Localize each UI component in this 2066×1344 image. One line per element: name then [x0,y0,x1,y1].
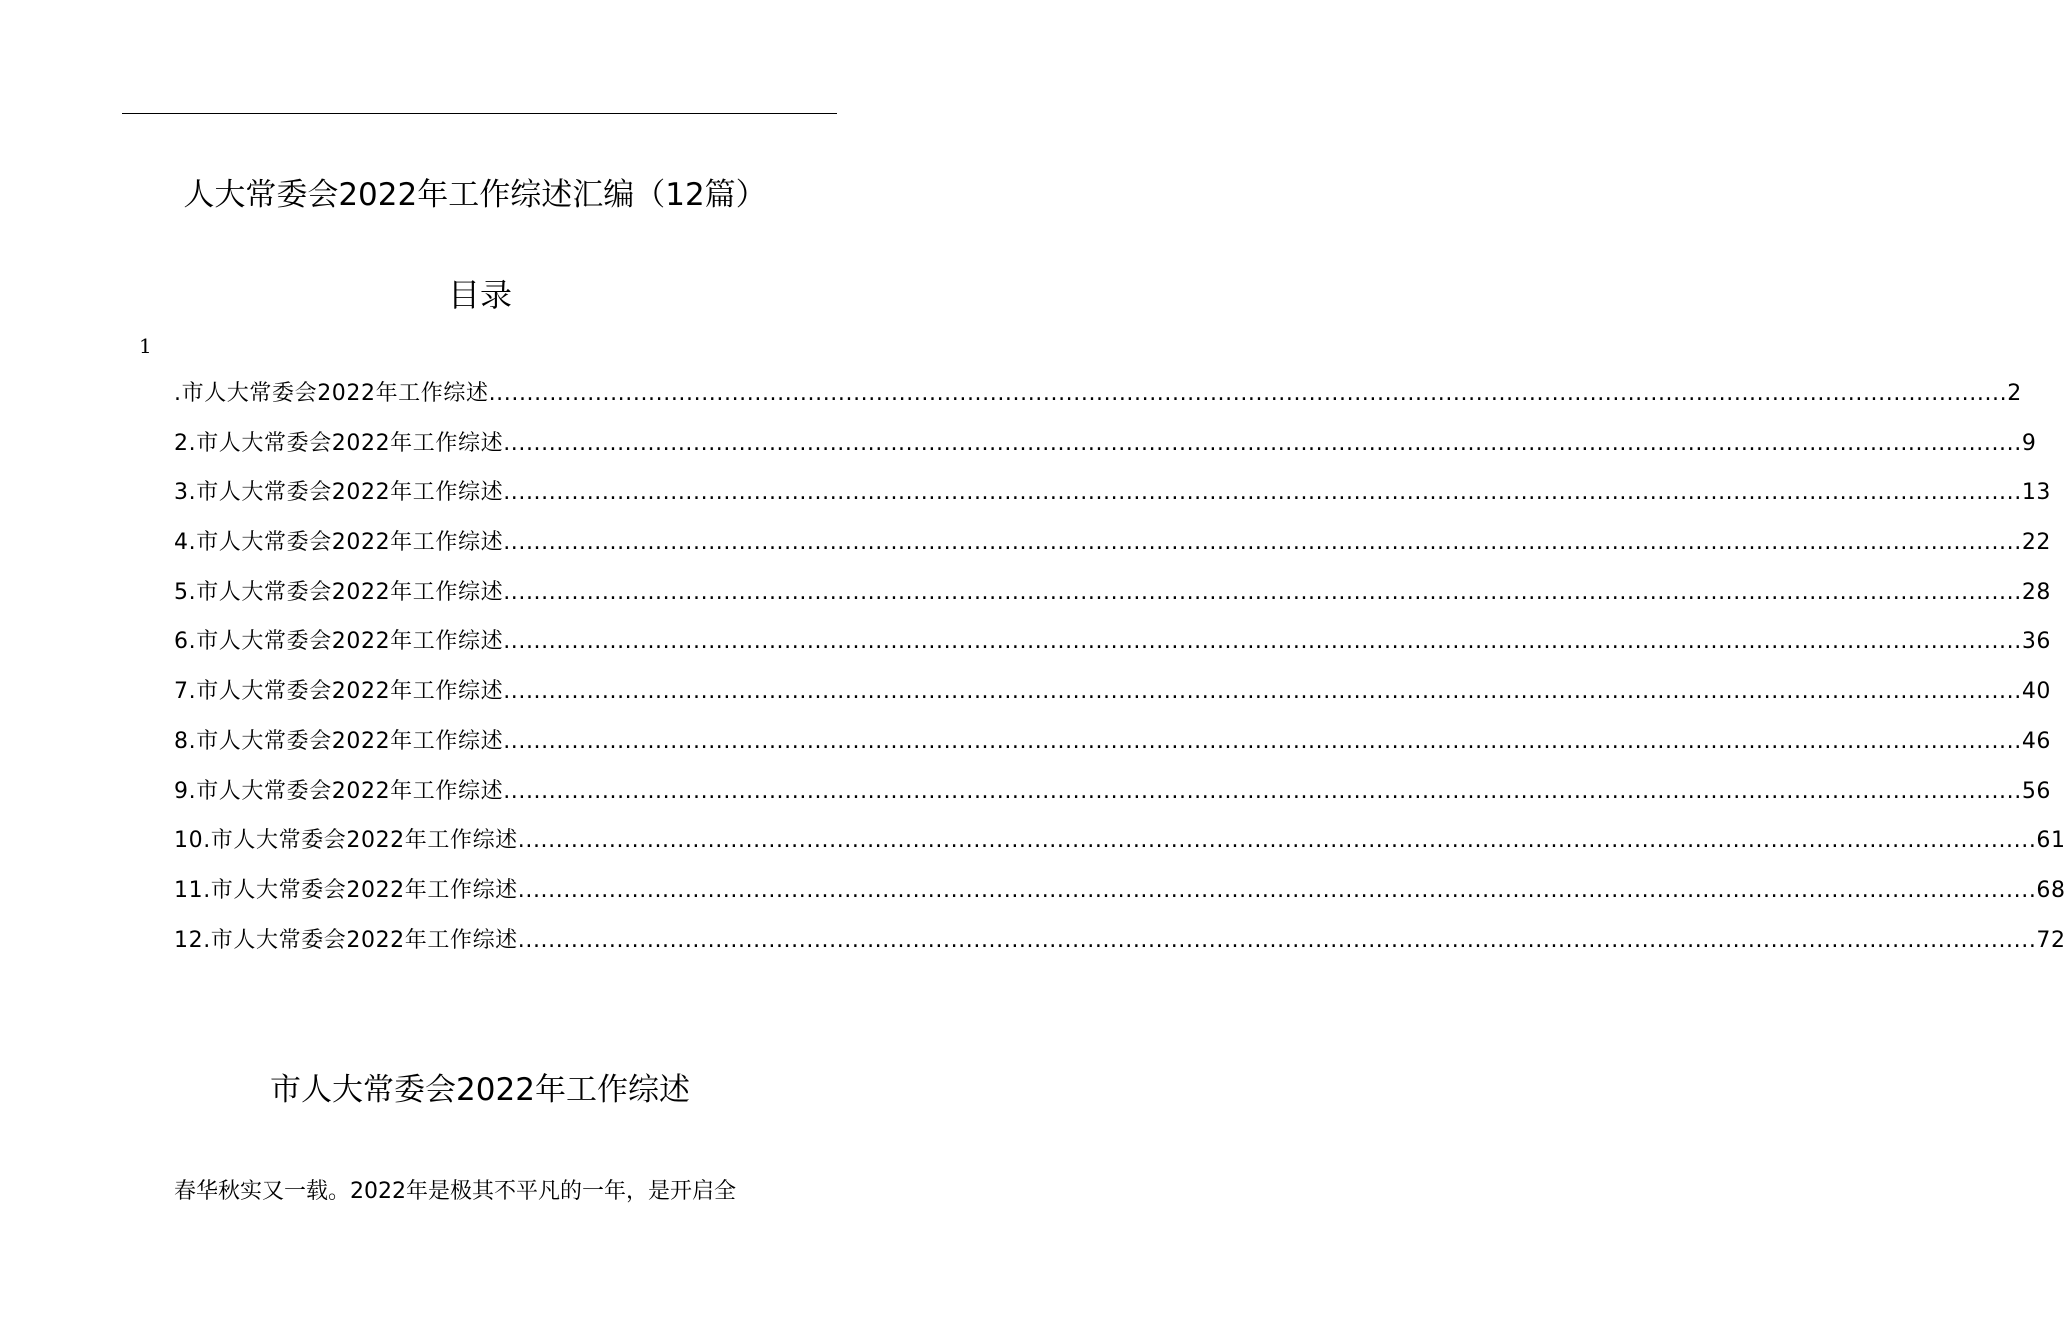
toc-leader-dots: ........................................................................................................................................................................................................ [503,530,2022,556]
toc-page-number: 22 [2021,530,2052,556]
toc-entry-text: 2.市人大常委会2022年工作综述 [174,430,504,456]
toc-entry-text: .市人大常委会2022年工作综述 [174,381,489,406]
toc-entry-text: 12.市人大常委会2022年工作综述 [174,927,518,953]
toc-leader-dots: ........................................................................................................................................................................................................ [503,480,2022,506]
toc-leader-dots: ........................................................................................................................................................................................................ [503,679,2022,705]
toc-entry-text: 8.市人大常委会2022年工作综述 [174,728,504,754]
toc-leader-dots: ........................................................................................................................................................................................................ [503,579,2022,605]
toc-leader-dots: ........................................................................................................................................................................................................ [517,927,2037,953]
toc-entry-text: 11.市人大常委会2022年工作综述 [174,877,518,903]
header-rule [122,113,837,114]
toc-page-number: 28 [2021,579,2052,605]
table-of-contents [174,376,2066,972]
toc-leader-dots: ........................................................................................................................................................................................................ [503,629,2022,655]
toc-page-number: 36 [2021,629,2052,655]
toc-entry-text: 5.市人大常委会2022年工作综述 [174,579,504,605]
toc-page-number: 2 [2007,381,2022,406]
toc-entry[interactable] [174,475,2052,525]
toc-heading: 目录 [447,276,512,314]
toc-page-number: 40 [2021,679,2052,705]
toc-entry-text: 4.市人大常委会2022年工作综述 [174,530,504,556]
toc-leader-dots: ........................................................................................................................................................................................................ [488,381,2008,406]
toc-page-number: 68 [2036,877,2066,903]
toc-entry[interactable] [174,674,2052,724]
toc-entry-text: 9.市人大常委会2022年工作综述 [174,778,504,804]
toc-leader-dots: ........................................................................................................................................................................................................ [503,728,2022,754]
toc-entry-text: 10.市人大常委会2022年工作综述 [174,828,518,854]
toc-page-number: 46 [2021,728,2052,754]
toc-page-number: 61 [2036,828,2066,854]
toc-leader-dots: ........................................................................................................................................................................................................ [503,778,2022,804]
document-title: 人大常委会2022年工作综述汇编（12篇） [183,177,767,213]
toc-entry[interactable] [174,724,2052,774]
toc-entry-text: 7.市人大常委会2022年工作综述 [174,679,504,705]
toc-entry[interactable] [174,823,2066,873]
toc-entry[interactable] [174,575,2052,625]
toc-leader-dots: ........................................................................................................................................................................................................ [503,430,2022,456]
toc-entry[interactable] [174,774,2052,824]
toc-entry[interactable] [174,624,2052,674]
toc-page-number: 56 [2021,778,2052,804]
toc-page-number: 72 [2036,927,2066,953]
stray-list-number: 1 [139,334,152,358]
toc-entry[interactable] [174,426,2037,476]
toc-leader-dots: ........................................................................................................................................................................................................ [517,828,2037,854]
toc-entry-text: 6.市人大常委会2022年工作综述 [174,629,504,655]
toc-page-number: 13 [2021,480,2052,506]
toc-entry[interactable] [174,376,2022,426]
body-paragraph: 春华秋实又一载。2022年是极其不平凡的一年，是开启全 [174,1179,736,1204]
toc-entry-text: 3.市人大常委会2022年工作综述 [174,480,504,506]
toc-page-number: 9 [2021,430,2037,456]
toc-entry[interactable] [174,923,2066,973]
toc-entry[interactable] [174,525,2052,575]
section-title: 市人大常委会2022年工作综述 [270,1072,690,1108]
toc-leader-dots: ........................................................................................................................................................................................................ [517,877,2037,903]
toc-entry[interactable] [174,873,2066,923]
